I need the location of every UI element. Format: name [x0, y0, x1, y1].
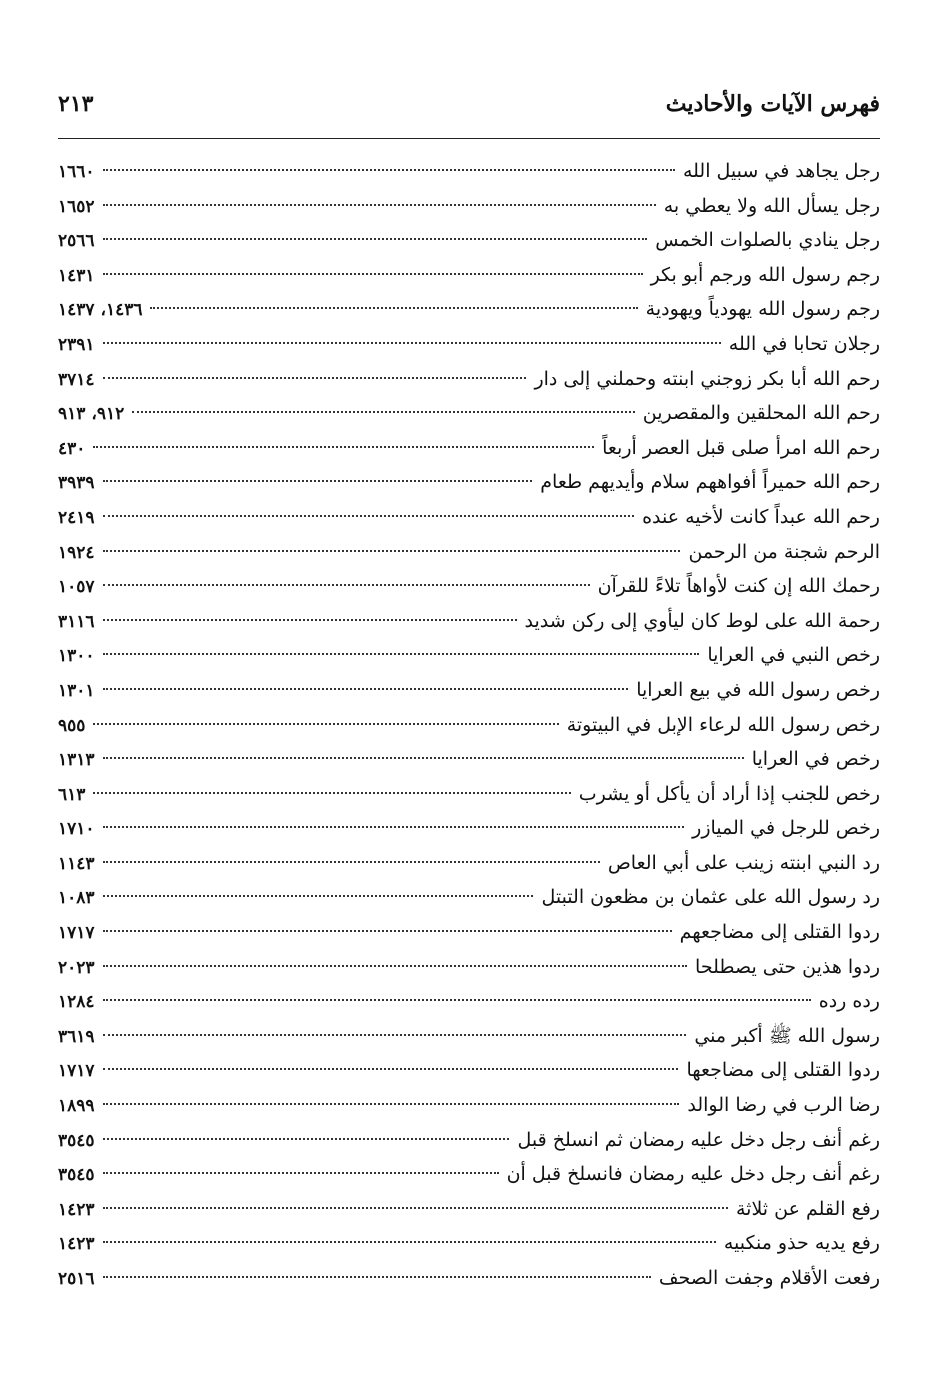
entry-text: رحم الله المحلقين والمقصرين [642, 402, 880, 425]
entry-text: رخص للجنب إذا أراد أن يأكل أو يشرب [578, 782, 880, 805]
entry-text: رجل ينادي بالصلوات الخمس [655, 229, 880, 252]
entry-reference-number: ١٧١٧ [58, 923, 95, 944]
dot-leader [103, 515, 635, 517]
entry-reference-number: ٩١٢، ٩١٣ [58, 404, 125, 425]
index-entry [58, 431, 880, 466]
dot-leader [103, 342, 721, 344]
index-entry [58, 846, 880, 881]
entry-text: رجلان تحابا في الله [728, 332, 880, 355]
dot-leader [103, 653, 700, 655]
index-entry [58, 880, 880, 915]
entry-text: رحمك الله إن كنت لأواهاً تلاءً للقرآن [597, 575, 880, 598]
index-entry [58, 396, 880, 431]
entry-reference-number: ١٢٨٤ [58, 992, 95, 1013]
entry-reference-number: ٣٧١٤ [58, 369, 95, 390]
entry-reference-number: ١٠٥٧ [58, 577, 95, 598]
entry-text: رحمة الله على لوط كان ليأوي إلى ركن شديد [524, 609, 880, 632]
entry-reference-number: ٣١١٦ [58, 611, 95, 632]
dot-leader [103, 1207, 728, 1209]
page-number: ٢١٣ [58, 91, 94, 117]
dot-leader [93, 723, 558, 725]
dot-leader [103, 999, 811, 1001]
entry-text: رحم الله حميراً أفواههم سلام وأيديهم طعام [540, 471, 880, 494]
index-entry [58, 292, 880, 327]
dot-leader [103, 861, 600, 863]
index-entry [58, 500, 880, 535]
dot-leader [103, 377, 527, 379]
index-entry [58, 708, 880, 743]
index-entry [58, 742, 880, 777]
dot-leader [103, 273, 643, 275]
entry-text: رحم الله أبا بكر زوجني ابنته وحملني إلى دار [534, 367, 880, 390]
entry-reference-number: ١٧١٠ [58, 819, 95, 840]
entry-text: رخص للرجل في الميازر [692, 817, 880, 840]
dot-leader [103, 204, 656, 206]
index-entry [58, 604, 880, 639]
entry-reference-number: ٢٥١٦ [58, 1269, 95, 1289]
dot-leader [103, 1241, 716, 1243]
entry-text: الرحم شجنة من الرحمن [688, 540, 880, 563]
entry-reference-number: ١٤٢٣ [58, 1234, 95, 1255]
entry-text: رجم رسول الله يهودياً ويهودية [645, 298, 880, 321]
dot-leader [93, 792, 570, 794]
entry-text: ردوا القتلى إلى مضاجعهم [679, 921, 880, 944]
index-list [58, 154, 880, 1296]
entry-reference-number: ١٣٠٠ [58, 646, 95, 667]
index-entry [58, 189, 880, 224]
index-entry [58, 154, 880, 189]
dot-leader [103, 757, 744, 759]
entry-text: رجل يسأل الله ولا يعطي به [663, 194, 880, 217]
entry-text: رحم الله امرأ صلى قبل العصر أربعاً [602, 436, 880, 459]
page-title: فهرس الآيات والأحاديث [665, 91, 880, 117]
entry-text: رد رسول الله على عثمان بن مظعون التبتل [541, 886, 880, 909]
dot-leader [132, 411, 635, 413]
index-entry [58, 223, 880, 258]
entry-reference-number: ١٦٦٠ [58, 162, 95, 182]
dot-leader [103, 688, 629, 690]
entry-text: رفع يديه حذو منكبيه [723, 1232, 880, 1255]
index-entry [58, 915, 880, 950]
entry-text: رحم الله عبداً كانت لأخيه عنده [642, 505, 880, 528]
entry-text: رجل يجاهد في سبيل الله [682, 160, 880, 182]
entry-text: رخص رسول الله في بيع العرايا [636, 678, 880, 701]
entry-text: رفعت الأقلام وجفت الصحف [658, 1267, 880, 1289]
dot-leader [103, 1276, 651, 1278]
entry-reference-number: ٩٥٥ [58, 715, 86, 736]
dot-leader [93, 446, 594, 448]
entry-reference-number: ١٤٣٦، ١٤٣٧ [58, 300, 143, 321]
index-entry [58, 811, 880, 846]
dot-leader [103, 238, 648, 240]
entry-reference-number: ٣٥٤٥ [58, 1130, 95, 1151]
index-entry [58, 258, 880, 293]
entry-reference-number: ٢٤١٩ [58, 507, 95, 528]
index-entry [58, 673, 880, 708]
index-entry [58, 535, 880, 570]
entry-text: ردوا القتلى إلى مضاجعها [686, 1059, 880, 1082]
index-entry [58, 569, 880, 604]
dot-leader [103, 965, 688, 967]
entry-reference-number: ١١٤٣ [58, 853, 95, 874]
dot-leader [103, 550, 681, 552]
entry-reference-number: ١٤٣١ [58, 265, 95, 286]
index-entry [58, 638, 880, 673]
entry-reference-number: ١٣٠١ [58, 680, 95, 701]
entry-text: رفع القلم عن ثلاثة [735, 1197, 880, 1220]
entry-reference-number: ٦١٣ [58, 784, 86, 805]
entry-text: رغم أنف رجل دخل عليه رمضان فانسلخ قبل أن [506, 1163, 880, 1186]
entry-reference-number: ١٠٨٣ [58, 888, 95, 909]
index-entry [58, 1157, 880, 1192]
entry-reference-number: ١٦٥٢ [58, 196, 95, 217]
index-entry [58, 1192, 880, 1227]
dot-leader [103, 895, 534, 897]
entry-text: ردوا هذين حتى يصطلحا [695, 955, 880, 978]
dot-leader [103, 584, 590, 586]
index-entry [58, 950, 880, 985]
dot-leader [103, 480, 533, 482]
index-entry [58, 327, 880, 362]
index-entry [58, 1053, 880, 1088]
index-entry [58, 1123, 880, 1158]
entry-reference-number: ١٨٩٩ [58, 1096, 95, 1117]
header-rule [58, 138, 880, 139]
index-entry [58, 465, 880, 500]
dot-leader [150, 307, 637, 309]
dot-leader [103, 1034, 687, 1036]
entry-reference-number: ٤٣٠ [58, 438, 86, 459]
dot-leader [103, 930, 672, 932]
page-header [58, 84, 880, 124]
entry-text: رجم رسول الله ورجم أبو بكر [650, 263, 880, 286]
entry-reference-number: ٢٥٦٦ [58, 231, 95, 252]
entry-reference-number: ٣٦١٩ [58, 1026, 95, 1047]
entry-text: رخص رسول الله لرعاء الإبل في البيتوتة [566, 713, 880, 736]
dot-leader [103, 1068, 679, 1070]
index-entry [58, 984, 880, 1019]
index-entry [58, 362, 880, 397]
entry-reference-number: ٣٩٣٩ [58, 473, 95, 494]
entry-reference-number: ٣٥٤٥ [58, 1165, 95, 1186]
entry-reference-number: ١٩٢٤ [58, 542, 95, 563]
dot-leader [103, 169, 675, 171]
dot-leader [103, 619, 517, 621]
entry-reference-number: ٢٣٩١ [58, 334, 95, 355]
entry-text: رخص في العرايا [751, 748, 880, 771]
dot-leader [103, 826, 685, 828]
index-entry [58, 1226, 880, 1261]
entry-text: رغم أنف رجل دخل عليه رمضان ثم انسلخ قبل [517, 1128, 880, 1151]
entry-text: رده رده [818, 990, 880, 1013]
entry-reference-number: ١٧١٧ [58, 1061, 95, 1082]
index-entry [58, 1261, 880, 1296]
index-entry [58, 1019, 880, 1054]
dot-leader [103, 1172, 499, 1174]
dot-leader [103, 1103, 680, 1105]
index-entry [58, 777, 880, 812]
dot-leader [103, 1138, 510, 1140]
entry-text: رد النبي ابنته زينب على أبي العاص [607, 851, 880, 874]
entry-reference-number: ١٣١٣ [58, 750, 95, 771]
entry-text: رخص النبي في العرايا [707, 644, 880, 667]
index-entry [58, 1088, 880, 1123]
entry-text: رسول الله ﷺ أكبر مني [694, 1024, 880, 1047]
entry-text: رضا الرب في رضا الوالد [687, 1094, 880, 1117]
entry-reference-number: ١٤٢٣ [58, 1199, 95, 1220]
entry-reference-number: ٢٠٢٣ [58, 957, 95, 978]
